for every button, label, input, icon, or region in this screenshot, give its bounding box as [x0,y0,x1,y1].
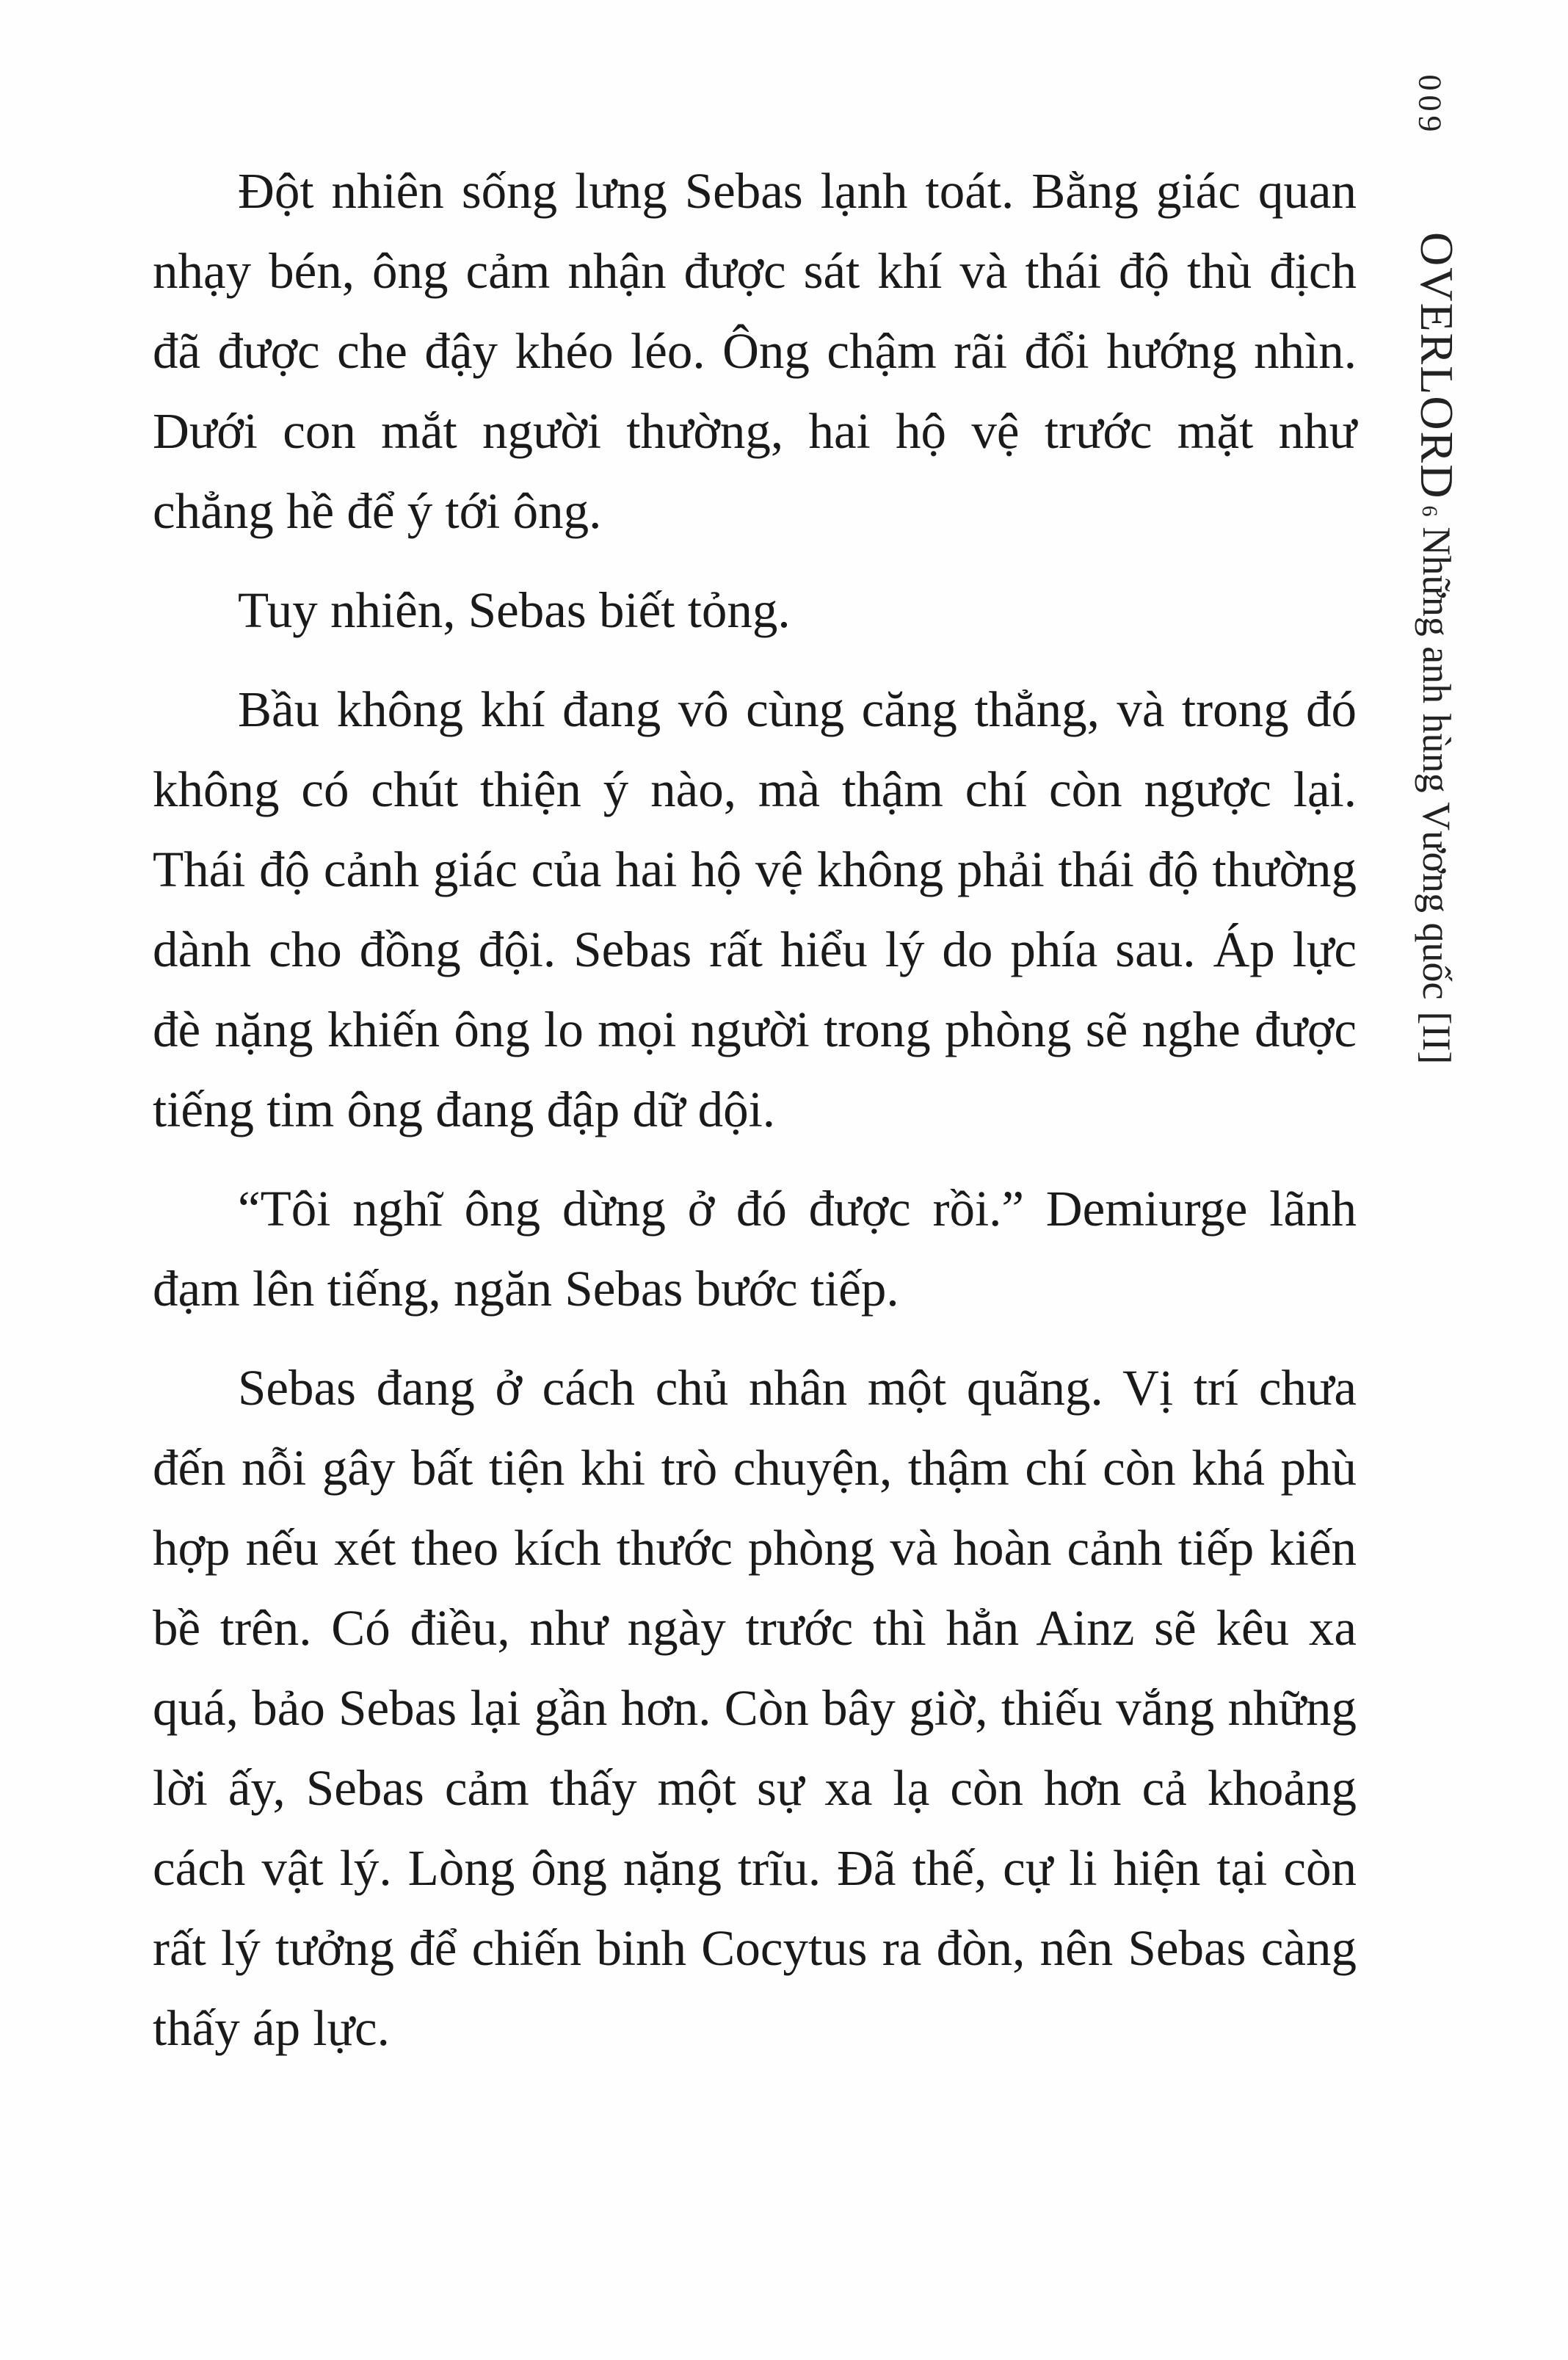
volume-number: 6 [1418,505,1442,517]
paragraph: “Tôi nghĩ ông dừng ở đó được rồi.” Demiurge lãnh đạm lên tiếng, ngăn Sebas bước tiếp. [153,1181,1357,1317]
running-head-text [1408,232,1465,1378]
paragraph: Đột nhiên sống lưng Sebas lạnh toát. Bằng giác quan nhạy bén, ông cảm nhận được sát khí và thái độ thù địch đã được che đậy khéo léo. Ông chậm rãi đổi hướng nhìn. Dưới con mắt người thường, hai hộ vệ trước mặt như chẳng hề để ý tới ông. [153,163,1357,539]
body-text [153,151,1357,2088]
part-number: [II] [1415,1011,1459,1065]
book-title: OVERLORD [1411,232,1463,500]
paragraph: Bầu không khí đang vô cùng căng thẳng, và trong đó không có chút thiện ý nào, mà thậm chí còn ngược lại. Thái độ cảnh giác của hai hộ vệ không phải thái độ thường dành cho đồng đội. Sebas rất hiểu lý do phía sau. Áp lực đè nặng khiến ông lo mọi người trong phòng sẽ nghe được tiếng tim ông đang đập dữ dội. [153,681,1357,1137]
paragraph: Tuy nhiên, Sebas biết tỏng. [238,582,791,638]
page-number: 009 [1412,74,1448,137]
paragraph: Sebas đang ở cách chủ nhân một quãng. Vị trí chưa đến nỗi gây bất tiện khi trò chuyện, thậm chí còn khá phù hợp nếu xét theo kích thước phòng và hoàn cảnh tiếp kiến bề trên. Có điều, như ngày trước thì hẳn Ainz sẽ kêu xa quá, bảo Sebas lại gần hơn. Còn bây giờ, thiếu vắng những lời ấy, Sebas cảm thấy một sự xa lạ còn hơn cả khoảng cách vật lý. Lòng ông nặng trĩu. Đã thế, cự li hiện tại còn rất lý tưởng để chiến binh Cocytus ra đòn, nên Sebas càng thấy áp lực. [153,1360,1357,2056]
running-head [1408,232,1465,1378]
book-subtitle: Những anh hùng Vương quốc [1415,526,1459,1000]
